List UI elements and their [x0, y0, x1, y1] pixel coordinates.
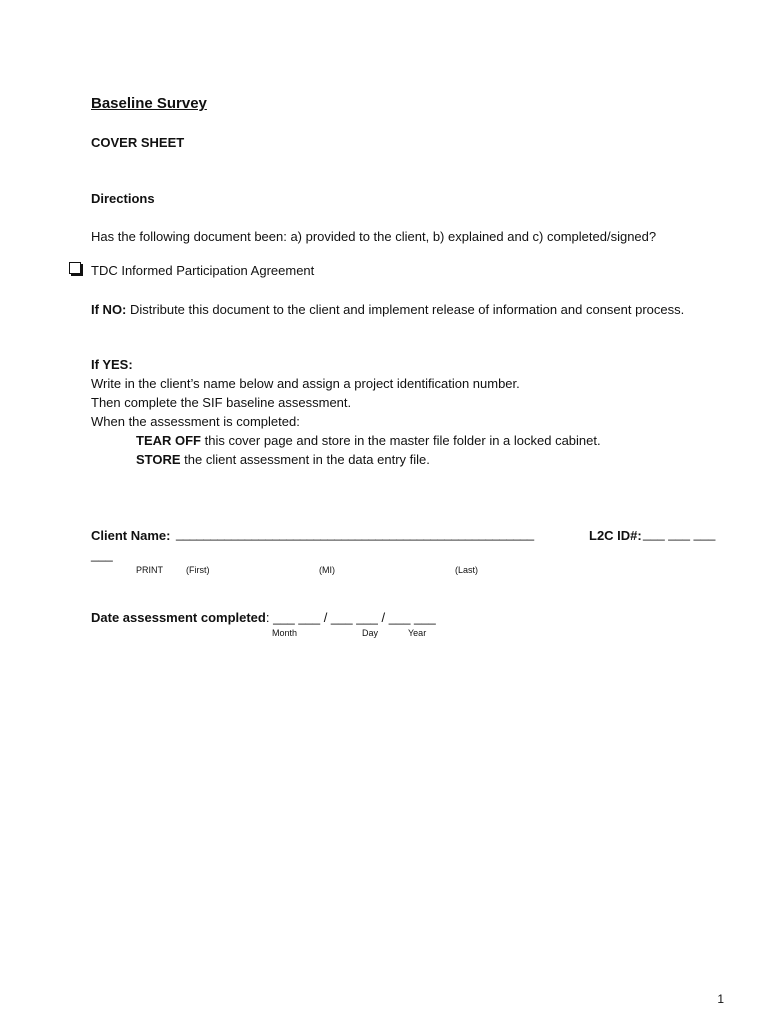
l2c-id-field[interactable]: ___ ___ ___ [643, 526, 716, 541]
client-name-label: Client Name: [91, 528, 171, 543]
store-label: STORE [136, 452, 181, 467]
if-yes-line-3: When the assessment is completed: [91, 414, 300, 429]
participation-agreement-checkbox[interactable] [69, 262, 81, 274]
store-instruction [136, 452, 430, 467]
client-name-field[interactable]: ____________________________________________________ [176, 526, 534, 541]
day-hint: Day [362, 628, 379, 638]
page-number: 1 [717, 992, 724, 1006]
tear-off-instruction [136, 433, 601, 448]
last-name-hint: (Last) [455, 565, 479, 575]
date-field[interactable]: ___ ___ / ___ ___ / ___ ___ [269, 610, 436, 625]
first-name-hint: (First) [186, 565, 210, 575]
year-hint: Year [408, 628, 427, 638]
tear-off-label: TEAR OFF [136, 433, 201, 448]
if-yes-line-1: Write in the client’s name below and assign a project identification number. [91, 376, 520, 391]
checkbox-label: TDC Informed Participation Agreement [91, 263, 315, 278]
cover-sheet-label: COVER SHEET [91, 135, 185, 150]
date-colon: : [265, 610, 270, 625]
directions-question: Has the following document been: a) provided to the client, b) explained and c) completed/signed? [91, 229, 657, 244]
page-title: Baseline Survey [91, 95, 207, 112]
l2c-id-label: L2C ID#: [589, 528, 642, 543]
l2c-id-field-wrap[interactable]: ___ [91, 547, 113, 562]
month-hint: Month [272, 628, 298, 638]
date-completed-row [91, 610, 436, 625]
store-text: the client assessment in the data entry file. [180, 452, 430, 467]
if-no-text: Distribute this document to the client and implement release of information and consent process. [126, 302, 685, 317]
if-yes-line-2: Then complete the SIF baseline assessment. [91, 395, 352, 410]
middle-initial-hint: (MI) [319, 565, 335, 575]
if-yes-label: If YES: [91, 357, 133, 372]
if-no-label: If NO: [91, 302, 127, 317]
tear-off-text: this cover page and store in the master file folder in a locked cabinet. [201, 433, 601, 448]
if-no-paragraph [91, 300, 691, 319]
date-completed-label: Date assessment completed [91, 610, 266, 625]
print-hint: PRINT [136, 565, 163, 575]
directions-heading: Directions [91, 191, 155, 206]
